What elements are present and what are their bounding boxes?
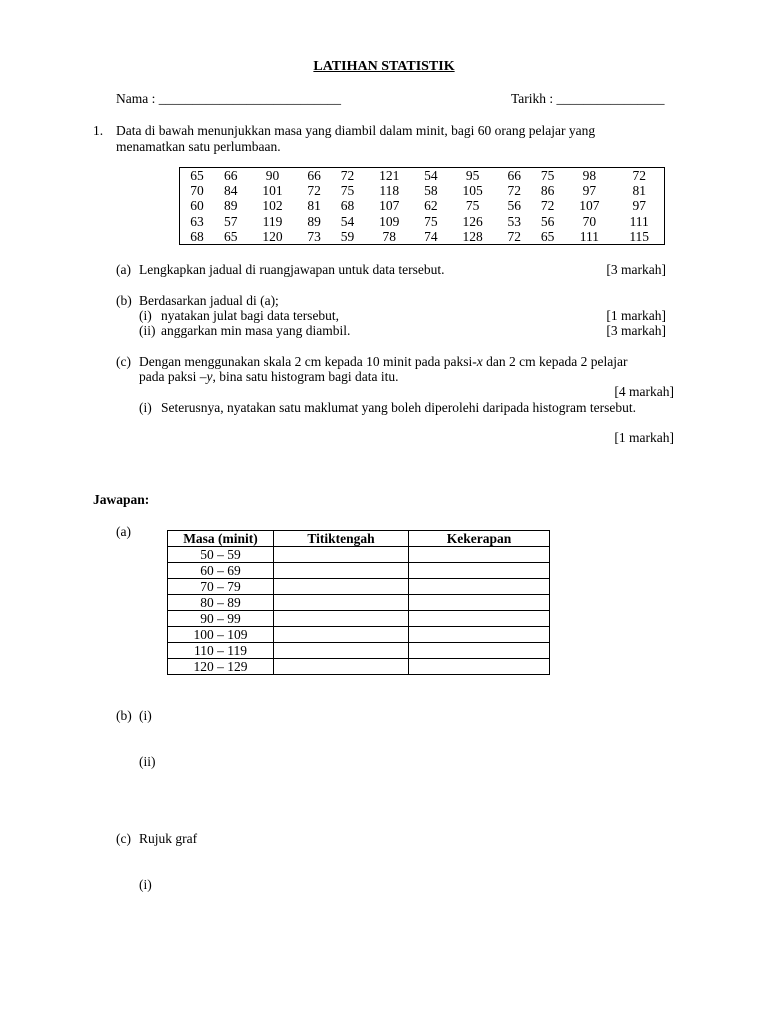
data-cell: 56 [507,198,522,214]
data-cell: 95 [465,168,480,184]
data-row [180,229,665,245]
frequency-cell[interactable] [409,643,550,659]
class-interval-cell: 90 – 99 [168,611,274,627]
name-field: Nama : ___________________________ [116,91,341,106]
data-cell: 53 [507,213,522,229]
table-row [168,659,550,675]
page-title: LATIHAN STATISTIK [313,59,455,74]
data-row [180,214,665,229]
table-row [168,595,550,611]
class-interval-cell: 60 – 69 [168,563,274,579]
part-a-text: Lengkapkan jadual di ruangjawapan untuk data tersebut. [139,262,445,277]
data-cell: 111 [629,213,649,229]
data-cell: 101 [262,183,283,199]
midpoint-cell[interactable] [274,611,409,627]
midpoint-cell[interactable] [274,563,409,579]
part-c-i-text: Seterusnya, nyatakan satu maklumat yang boleh diperolehi daripada histogram tersebut. [161,400,636,415]
data-cell: 66 [507,168,522,184]
part-b-label: (b) [116,293,132,308]
table-row [168,563,550,579]
data-cell: 107 [379,198,400,214]
part-b-ii-marks: [3 markah] [606,323,666,338]
data-cell: 111 [579,228,599,244]
data-cell: 90 [265,168,280,184]
data-cell: 62 [424,198,438,214]
data-cell: 74 [424,228,438,244]
table-row [168,579,550,595]
data-cell: 102 [262,198,283,214]
data-cell: 89 [224,198,238,214]
part-c-i-label: (i) [139,400,152,415]
part-c-marks: [4 markah] [614,384,674,399]
data-cell: 68 [340,198,355,214]
data-cell: 54 [340,213,355,229]
data-cell: 78 [382,228,396,244]
part-b-ii-text: anggarkan min masa yang diambil. [161,323,351,338]
data-cell: 72 [540,198,555,214]
data-cell: 128 [462,228,483,244]
part-b-i-marks: [1 markah] [606,308,666,323]
class-interval-cell: 120 – 129 [168,659,274,675]
part-b-i-text: nyatakan julat bagi data tersebut, [161,308,340,323]
data-cell: 75 [424,213,438,229]
part-b-i-label: (i) [139,308,152,323]
data-cell: 58 [424,183,438,199]
data-cell: 89 [307,213,321,229]
raw-data-table [179,167,665,245]
frequency-table-header [168,531,550,547]
data-cell: 81 [632,183,646,199]
data-cell: 70 [190,183,204,199]
data-cell: 59 [340,228,355,244]
table-row [168,643,550,659]
data-cell: 75 [540,168,555,184]
data-cell: 65 [224,228,238,244]
data-cell: 54 [424,168,438,184]
header-masa: Masa (minit) [168,531,274,547]
frequency-table [167,530,550,675]
answer-a-label: (a) [116,524,131,539]
question-text-line1: Data di bawah menunjukkan masa yang diambil dalam minit, bagi 60 orang pelajar yang [116,123,596,138]
part-c-line1: Dengan menggunakan skala 2 cm kepada 10 minit pada paksi-x dan 2 cm kepada 2 pelajar [139,354,628,369]
data-cell: 86 [540,183,555,199]
data-cell: 81 [307,198,321,214]
answer-b-label: (b) [116,708,132,723]
class-interval-cell: 70 – 79 [168,579,274,595]
midpoint-cell[interactable] [274,659,409,675]
data-cell: 97 [582,183,597,199]
part-c-line2: pada paksi –y, bina satu histogram bagi data itu. [139,369,399,384]
frequency-cell[interactable] [409,611,550,627]
data-cell: 72 [307,183,321,199]
data-cell: 60 [190,198,204,214]
data-cell: 121 [379,168,400,184]
data-cell: 68 [190,228,204,244]
table-row [168,611,550,627]
data-cell: 120 [262,228,283,244]
data-cell: 56 [540,213,555,229]
answer-b-i: (i) [139,708,152,723]
midpoint-cell[interactable] [274,643,409,659]
header-titiktengah: Titiktengah [274,531,409,547]
data-cell: 72 [507,183,522,199]
data-cell: 73 [307,228,321,244]
class-interval-cell: 80 – 89 [168,595,274,611]
data-cell: 66 [307,168,321,184]
data-cell: 72 [507,228,522,244]
frequency-cell[interactable] [409,579,550,595]
data-cell: 57 [224,213,238,229]
frequency-cell[interactable] [409,563,550,579]
part-c-i-marks: [1 markah] [614,430,674,445]
midpoint-cell[interactable] [274,547,409,563]
answer-b-ii: (ii) [139,754,156,769]
midpoint-cell[interactable] [274,627,409,643]
data-cell: 66 [224,168,238,184]
data-cell: 75 [465,198,480,214]
answer-c-i: (i) [139,877,152,892]
data-cell: 72 [340,168,355,184]
data-row [180,183,665,198]
midpoint-cell[interactable] [274,595,409,611]
data-cell: 75 [340,183,355,199]
data-cell: 84 [224,183,238,199]
frequency-cell[interactable] [409,547,550,563]
question-text-line2: menamatkan satu perlumbaan. [116,139,281,154]
class-interval-cell: 50 – 59 [168,547,274,563]
part-a-label: (a) [116,262,131,277]
data-cell: 65 [190,168,204,184]
data-cell: 63 [190,213,204,229]
data-cell: 107 [579,198,600,214]
answer-heading: Jawapan: [93,492,150,507]
frequency-cell[interactable] [409,627,550,643]
data-row [180,168,665,184]
part-b-ii-label: (ii) [139,323,156,338]
data-cell: 119 [262,213,283,229]
question-number: 1. [93,123,104,138]
data-cell: 115 [629,228,650,244]
data-cell: 126 [462,213,483,229]
answer-c-label: (c) [116,831,131,846]
part-c-label: (c) [116,354,131,369]
data-row [180,198,665,213]
answer-c-text: Rujuk graf [139,831,198,846]
data-cell: 109 [379,213,400,229]
class-interval-cell: 110 – 119 [168,643,274,659]
data-cell: 72 [632,168,646,184]
date-field: Tarikh : ________________ [511,91,665,106]
data-cell: 98 [582,168,597,184]
data-cell: 97 [632,198,646,214]
frequency-cell[interactable] [409,659,550,675]
data-cell: 105 [462,183,483,199]
frequency-cell[interactable] [409,595,550,611]
header-kekerapan: Kekerapan [409,531,550,547]
data-cell: 70 [582,213,597,229]
table-row [168,627,550,643]
table-row [168,547,550,563]
data-cell: 65 [540,228,555,244]
part-a-marks: [3 markah] [606,262,666,277]
midpoint-cell[interactable] [274,579,409,595]
part-b-text: Berdasarkan jadual di (a); [139,293,279,308]
data-cell: 118 [379,183,400,199]
class-interval-cell: 100 – 109 [168,627,274,643]
